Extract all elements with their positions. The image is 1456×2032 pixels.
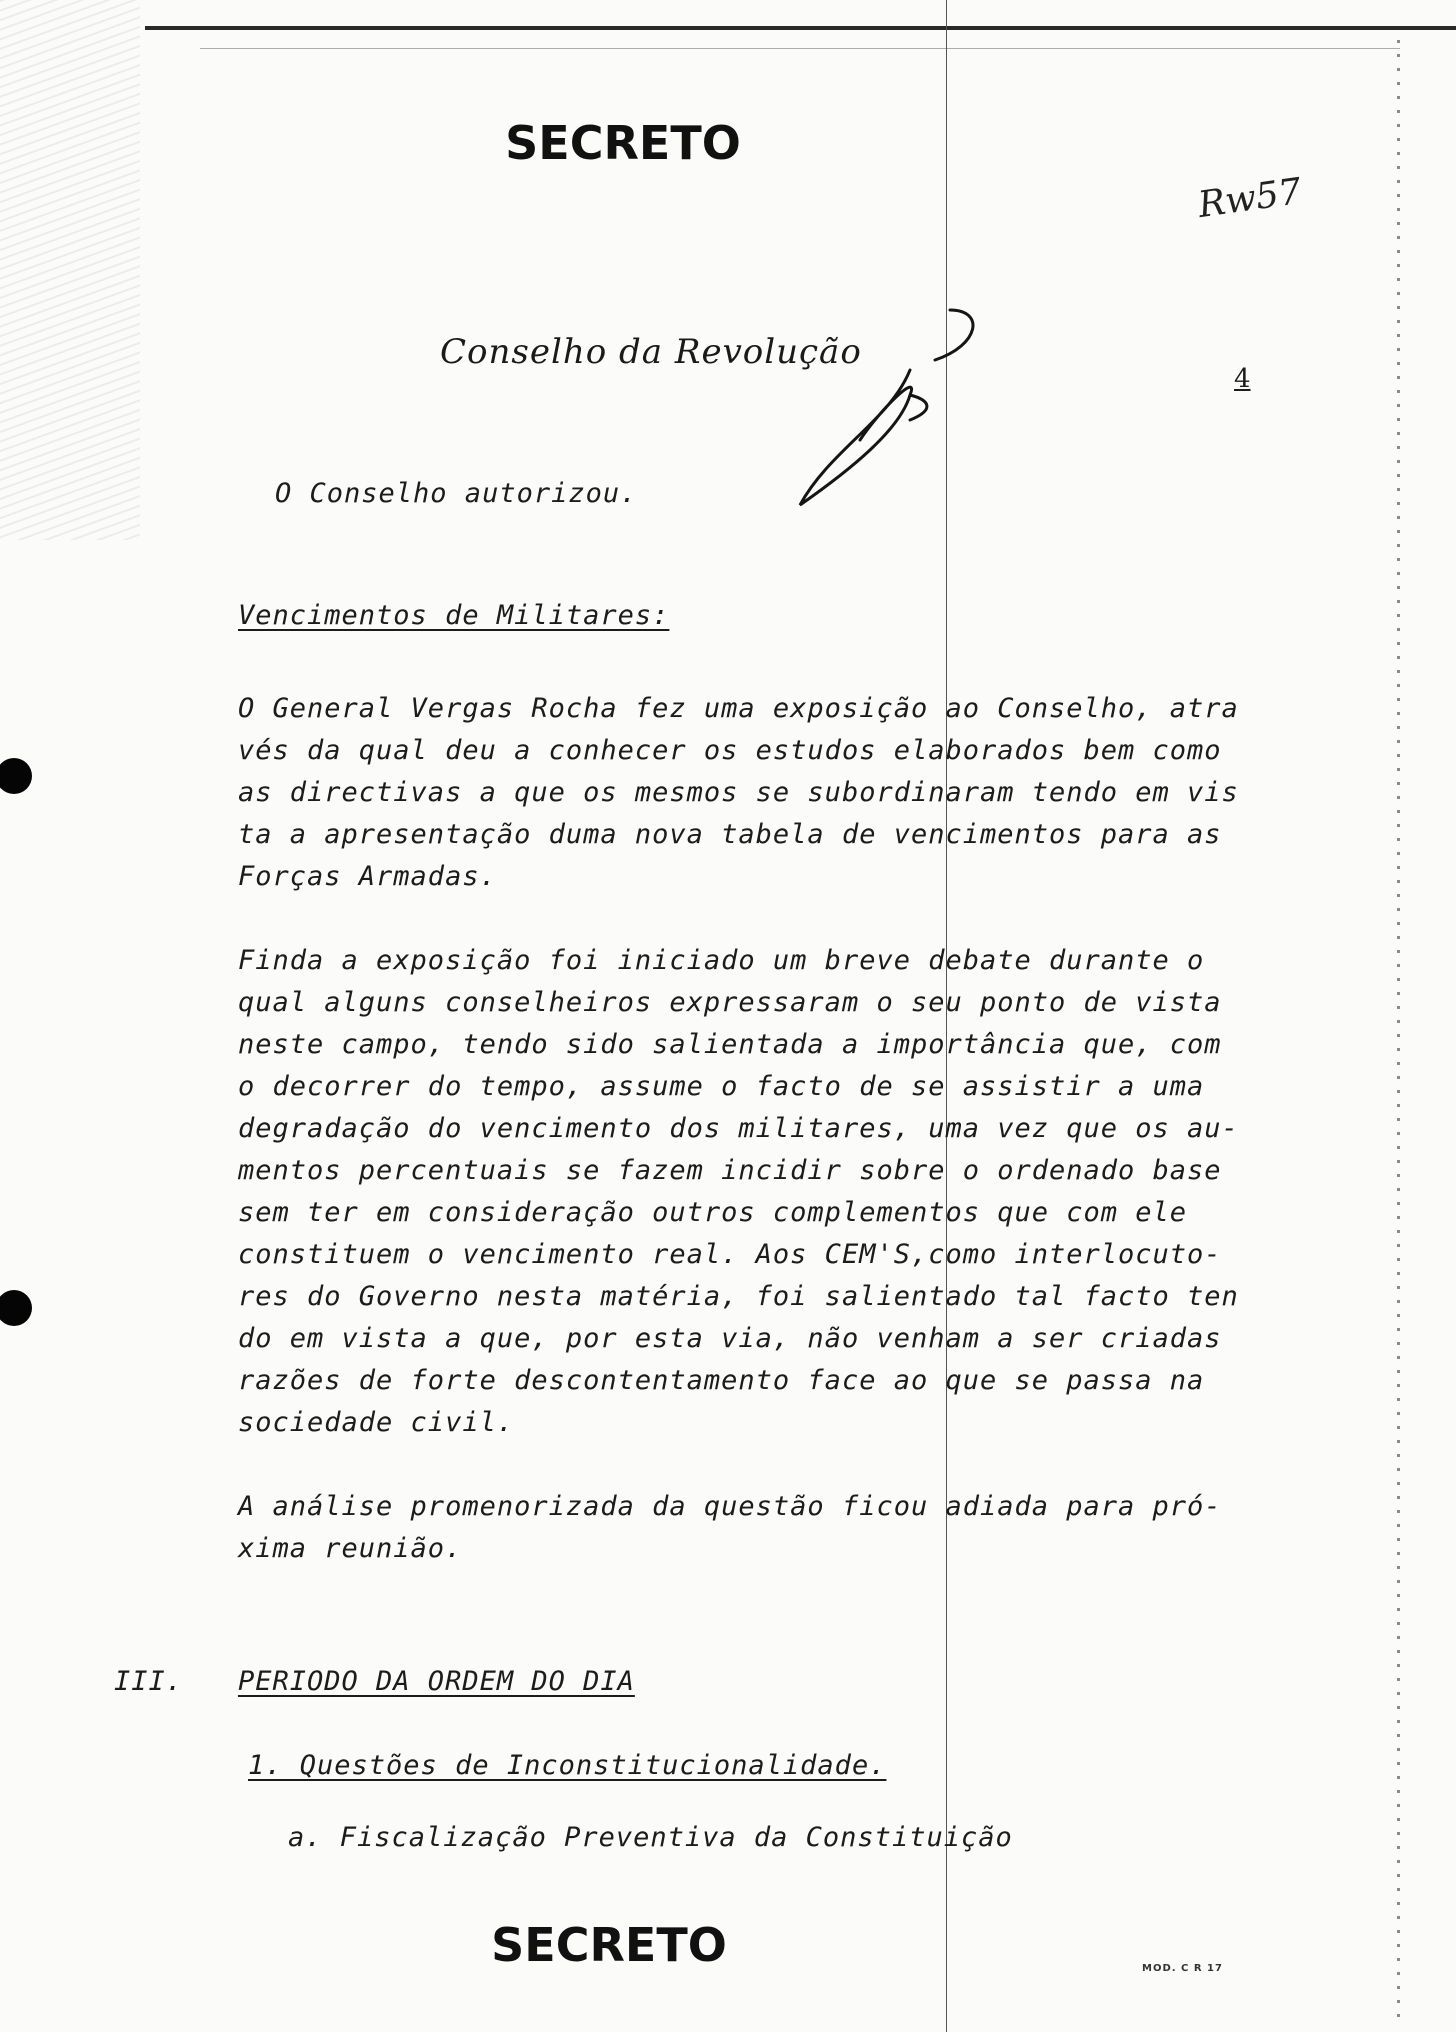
text-line: mentos percentuais se fazem incidir sobre o ordenado base xyxy=(238,1155,1222,1186)
paragraph-2 xyxy=(238,940,1238,1444)
page-edge xyxy=(1397,40,1400,2020)
text-line: sociedade civil. xyxy=(238,1407,515,1438)
text-line: as directivas a que os mesmos se subordinaram tendo em vis xyxy=(238,777,1239,808)
text-line: A análise promenorizada da questão ficou adiada para pró- xyxy=(238,1491,1222,1522)
text-line: do em vista a que, por esta via, não venham a ser criadas xyxy=(238,1323,1222,1354)
text-line: qual alguns conselheiros expressaram o seu ponto de vista xyxy=(238,987,1222,1018)
punch-hole xyxy=(0,758,32,794)
text-line: vés da qual deu a conhecer os estudos elaborados bem como xyxy=(238,735,1222,766)
text-line: O General Vergas Rocha fez uma exposição ao Conselho, atra xyxy=(238,693,1239,724)
classification-footer: SECRETO xyxy=(491,1918,727,1972)
paragraph-3 xyxy=(238,1486,1238,1570)
paragraph-1 xyxy=(238,688,1238,898)
text-line: ta a apresentação duma nova tabela de vencimentos para as xyxy=(238,819,1222,850)
text-line: Finda a exposição foi iniciado um breve debate durante o xyxy=(238,945,1205,976)
text-line: razões de forte descontentamento face ao que se passa na xyxy=(238,1365,1205,1396)
text-line: res do Governo nesta matéria, foi salientado tal facto ten xyxy=(238,1281,1239,1312)
agenda-subitem: a. Fiscalização Preventiva da Constituição xyxy=(288,1822,1013,1853)
text-line: degradação do vencimento dos militares, uma vez que os au- xyxy=(238,1113,1239,1144)
text-line: o decorrer do tempo, assume o facto de se assistir a uma xyxy=(238,1071,1205,1102)
section-number: III. xyxy=(114,1666,184,1697)
text-line: neste campo, tendo sido salientada a importância que, com xyxy=(238,1029,1222,1060)
authorization-text: O Conselho autorizou. xyxy=(275,478,638,509)
page-number: 4 xyxy=(1234,364,1251,394)
text-line: sem ter em consideração outros complementos que com ele xyxy=(238,1197,1188,1228)
scan-speckle xyxy=(0,0,140,540)
agenda-item: 1. Questões de Inconstitucionalidade. xyxy=(248,1750,887,1781)
punch-hole xyxy=(0,1290,32,1326)
top-rule xyxy=(145,26,1456,30)
section-heading: Vencimentos de Militares: xyxy=(238,600,670,631)
text-line: Forças Armadas. xyxy=(238,861,497,892)
text-line: constituem o vencimento real. Aos CEM'S,como interlocuto- xyxy=(238,1239,1222,1270)
text-line: xima reunião. xyxy=(238,1533,463,1564)
handwritten-initials: Rw57 xyxy=(1195,170,1305,227)
classification-header: SECRETO xyxy=(505,116,741,170)
signature xyxy=(760,300,1000,520)
top-rule-faint xyxy=(200,48,1400,49)
letterhead: Conselho da Revolução xyxy=(440,332,862,372)
section-title: PERIODO DA ORDEM DO DIA xyxy=(238,1666,635,1697)
form-code: MOD. C R 17 xyxy=(1142,1963,1223,1974)
